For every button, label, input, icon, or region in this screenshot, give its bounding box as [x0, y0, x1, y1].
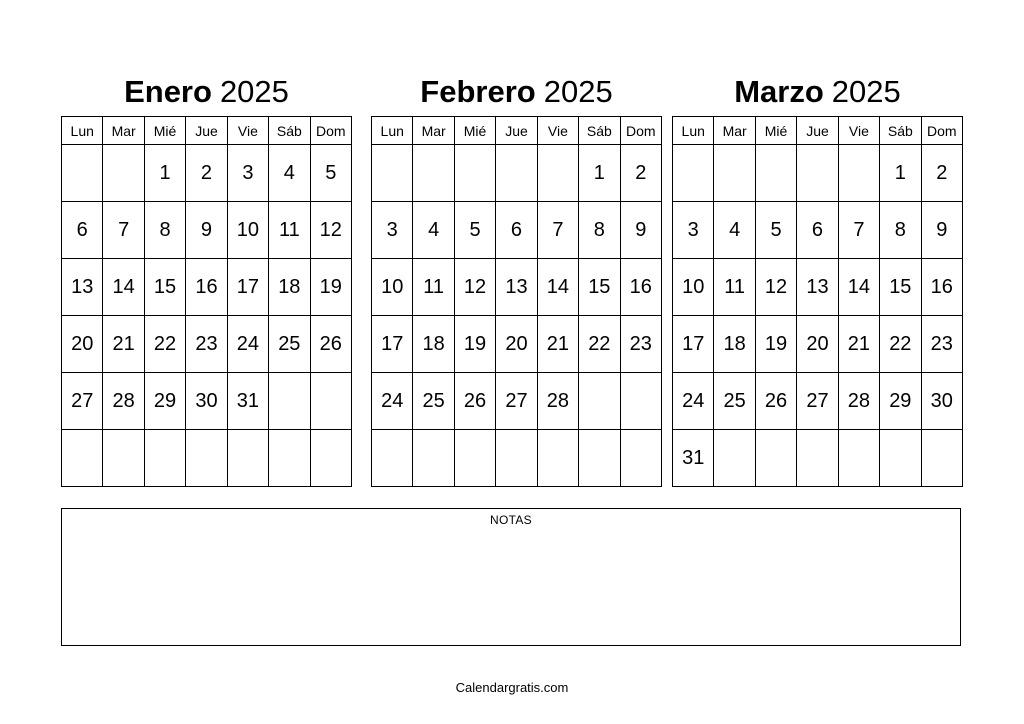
day-cell: [103, 430, 144, 487]
weeks-body: [673, 145, 963, 487]
day-cell: 19: [454, 316, 495, 373]
day-cell: 3: [227, 145, 268, 202]
day-cell: 24: [227, 316, 268, 373]
day-cell: 12: [454, 259, 495, 316]
day-cell: 11: [269, 202, 310, 259]
week-row: [372, 259, 662, 316]
day-cell: 4: [714, 202, 755, 259]
weekday-header: Mar: [103, 117, 144, 145]
day-cell: [372, 145, 413, 202]
day-cell: [579, 373, 620, 430]
day-cell: 24: [673, 373, 714, 430]
day-cell: 19: [755, 316, 796, 373]
footer-site-credit: Calendargratis.com: [455, 680, 569, 695]
day-cell: [673, 145, 714, 202]
day-cell: 31: [227, 373, 268, 430]
day-cell: 2: [921, 145, 962, 202]
day-cell: 20: [496, 316, 537, 373]
weekday-header: Mar: [714, 117, 755, 145]
day-cell: [227, 430, 268, 487]
weekday-header: Lun: [372, 117, 413, 145]
day-cell: 18: [714, 316, 755, 373]
day-cell: [579, 430, 620, 487]
day-cell: 29: [880, 373, 921, 430]
day-cell: [496, 145, 537, 202]
month-name: Marzo: [734, 74, 824, 109]
week-row: [673, 202, 963, 259]
month-name: Febrero: [420, 74, 536, 109]
day-cell: 10: [372, 259, 413, 316]
day-cell: [103, 145, 144, 202]
day-cell: 30: [186, 373, 227, 430]
day-cell: [714, 145, 755, 202]
weekday-header: Dom: [310, 117, 351, 145]
day-cell: [144, 430, 185, 487]
day-cell: 27: [496, 373, 537, 430]
day-cell: [838, 145, 879, 202]
weekday-header: Mié: [454, 117, 495, 145]
day-cell: [62, 145, 103, 202]
month-calendar-enero: [61, 68, 352, 487]
day-cell: [310, 373, 351, 430]
week-row: [372, 316, 662, 373]
day-cell: [537, 430, 578, 487]
weekday-header: Mar: [413, 117, 454, 145]
week-row: [372, 373, 662, 430]
day-cell: 19: [310, 259, 351, 316]
day-cell: [921, 430, 962, 487]
week-row: [673, 316, 963, 373]
day-cell: 16: [186, 259, 227, 316]
month-title: [371, 68, 662, 116]
day-cell: 14: [838, 259, 879, 316]
day-cell: [755, 145, 796, 202]
day-cell: 1: [880, 145, 921, 202]
day-cell: 30: [921, 373, 962, 430]
day-cell: 13: [496, 259, 537, 316]
day-cell: 14: [103, 259, 144, 316]
week-row: [62, 430, 352, 487]
weeks-body: [62, 145, 352, 487]
week-row: [62, 202, 352, 259]
day-cell: 4: [269, 145, 310, 202]
day-cell: [797, 430, 838, 487]
notes-box[interactable]: [61, 508, 961, 646]
day-cell: [537, 145, 578, 202]
day-cell: 22: [579, 316, 620, 373]
weekday-header: Vie: [227, 117, 268, 145]
day-cell: 5: [755, 202, 796, 259]
day-cell: 31: [673, 430, 714, 487]
day-cell: 24: [372, 373, 413, 430]
day-cell: 6: [62, 202, 103, 259]
day-cell: 11: [413, 259, 454, 316]
day-cell: 2: [620, 145, 661, 202]
day-cell: 23: [620, 316, 661, 373]
month-year: 2025: [219, 74, 289, 109]
month-name: Enero: [124, 74, 212, 109]
weekday-header: Lun: [62, 117, 103, 145]
day-cell: [714, 430, 755, 487]
day-cell: 11: [714, 259, 755, 316]
day-cell: 16: [620, 259, 661, 316]
week-row: [372, 430, 662, 487]
day-cell: 21: [838, 316, 879, 373]
day-cell: 9: [186, 202, 227, 259]
day-cell: 5: [454, 202, 495, 259]
day-cell: 4: [413, 202, 454, 259]
day-cell: 8: [144, 202, 185, 259]
day-cell: 25: [714, 373, 755, 430]
day-cell: 27: [62, 373, 103, 430]
day-cell: [413, 145, 454, 202]
notes-label: NOTAS: [490, 513, 532, 527]
day-cell: [620, 373, 661, 430]
day-cell: [838, 430, 879, 487]
day-cell: 13: [62, 259, 103, 316]
day-cell: 7: [103, 202, 144, 259]
day-cell: 25: [269, 316, 310, 373]
day-cell: 27: [797, 373, 838, 430]
day-cell: [413, 430, 454, 487]
weekday-header: Sáb: [579, 117, 620, 145]
day-cell: 28: [838, 373, 879, 430]
weekday-header-row: [372, 117, 662, 145]
calendar-grid: [371, 116, 662, 487]
day-cell: [755, 430, 796, 487]
day-cell: 6: [797, 202, 838, 259]
day-cell: [797, 145, 838, 202]
day-cell: [372, 430, 413, 487]
day-cell: [62, 430, 103, 487]
day-cell: 22: [880, 316, 921, 373]
day-cell: 18: [269, 259, 310, 316]
weeks-body: [372, 145, 662, 487]
day-cell: 18: [413, 316, 454, 373]
day-cell: 20: [62, 316, 103, 373]
day-cell: 21: [537, 316, 578, 373]
day-cell: [186, 430, 227, 487]
weekday-header: Sáb: [269, 117, 310, 145]
day-cell: [620, 430, 661, 487]
day-cell: 1: [144, 145, 185, 202]
day-cell: 10: [227, 202, 268, 259]
day-cell: 28: [537, 373, 578, 430]
week-row: [62, 145, 352, 202]
day-cell: 21: [103, 316, 144, 373]
week-row: [673, 145, 963, 202]
day-cell: [454, 430, 495, 487]
day-cell: 9: [921, 202, 962, 259]
day-cell: 6: [496, 202, 537, 259]
week-row: [62, 316, 352, 373]
day-cell: 28: [103, 373, 144, 430]
day-cell: 17: [372, 316, 413, 373]
month-year: 2025: [543, 74, 613, 109]
weekday-header: Mié: [755, 117, 796, 145]
day-cell: [880, 430, 921, 487]
day-cell: 1: [579, 145, 620, 202]
month-year: 2025: [831, 74, 901, 109]
day-cell: 2: [186, 145, 227, 202]
week-row: [62, 259, 352, 316]
day-cell: [310, 430, 351, 487]
weekday-header: Sáb: [880, 117, 921, 145]
month-calendar-marzo: [672, 68, 963, 487]
week-row: [372, 202, 662, 259]
day-cell: 15: [144, 259, 185, 316]
weekday-header-row: [62, 117, 352, 145]
day-cell: 7: [838, 202, 879, 259]
day-cell: 14: [537, 259, 578, 316]
day-cell: 29: [144, 373, 185, 430]
day-cell: [454, 145, 495, 202]
day-cell: 26: [755, 373, 796, 430]
day-cell: [269, 373, 310, 430]
week-row: [372, 145, 662, 202]
day-cell: 8: [880, 202, 921, 259]
day-cell: 13: [797, 259, 838, 316]
month-calendar-febrero: [371, 68, 662, 487]
day-cell: 8: [579, 202, 620, 259]
week-row: [62, 373, 352, 430]
week-row: [673, 259, 963, 316]
day-cell: 15: [579, 259, 620, 316]
calendar-grid: [672, 116, 963, 487]
day-cell: 5: [310, 145, 351, 202]
day-cell: 12: [310, 202, 351, 259]
day-cell: [496, 430, 537, 487]
weekday-header: Jue: [186, 117, 227, 145]
day-cell: 25: [413, 373, 454, 430]
day-cell: 17: [673, 316, 714, 373]
day-cell: 3: [673, 202, 714, 259]
weekday-header: Vie: [838, 117, 879, 145]
day-cell: 22: [144, 316, 185, 373]
weekday-header: Lun: [673, 117, 714, 145]
day-cell: 20: [797, 316, 838, 373]
day-cell: 10: [673, 259, 714, 316]
day-cell: 17: [227, 259, 268, 316]
day-cell: 16: [921, 259, 962, 316]
weekday-header: Mié: [144, 117, 185, 145]
month-title: [672, 68, 963, 116]
weekday-header: Jue: [797, 117, 838, 145]
day-cell: 26: [310, 316, 351, 373]
weekday-header: Dom: [921, 117, 962, 145]
day-cell: 15: [880, 259, 921, 316]
week-row: [673, 373, 963, 430]
month-title: [61, 68, 352, 116]
day-cell: 23: [186, 316, 227, 373]
day-cell: 3: [372, 202, 413, 259]
weekday-header: Jue: [496, 117, 537, 145]
day-cell: 26: [454, 373, 495, 430]
week-row: [673, 430, 963, 487]
day-cell: 9: [620, 202, 661, 259]
day-cell: 12: [755, 259, 796, 316]
weekday-header: Dom: [620, 117, 661, 145]
day-cell: [269, 430, 310, 487]
calendar-grid: [61, 116, 352, 487]
weekday-header-row: [673, 117, 963, 145]
day-cell: 23: [921, 316, 962, 373]
weekday-header: Vie: [537, 117, 578, 145]
day-cell: 7: [537, 202, 578, 259]
